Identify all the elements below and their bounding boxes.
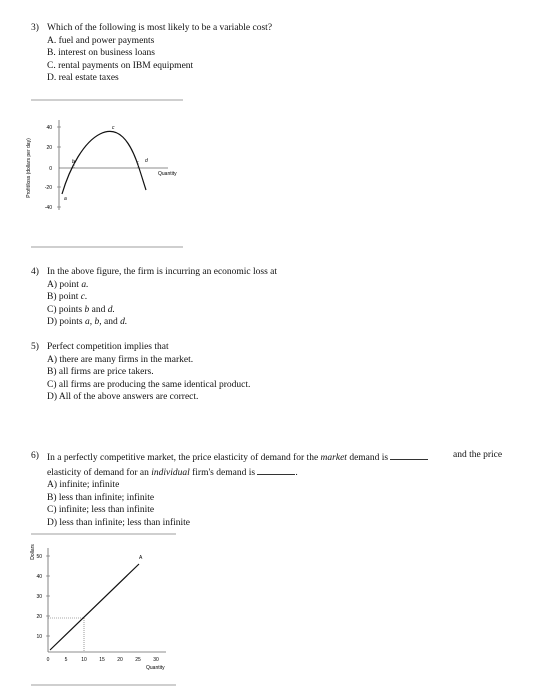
option-a: A) point a. [47, 279, 89, 290]
dollars-quantity-figure [20, 538, 190, 683]
question-stem: In a perfectly competitive market, the price elasticity of demand for the market demand is [47, 450, 531, 465]
y-tick-label-10: 10 [36, 634, 42, 640]
y-tick-0: 0 [49, 166, 52, 172]
question-number: 6) [31, 451, 39, 461]
option-c: C) infinite; less than infinite [47, 505, 155, 516]
divider [31, 99, 183, 101]
option-d: D. real estate taxes [47, 73, 119, 84]
point-a-label: A [139, 555, 143, 561]
point-b-label: b [72, 159, 75, 165]
y-tick-label-50: 50 [36, 554, 42, 560]
point-c-label: c [112, 125, 115, 131]
option-d: D) All of the above answers are correct. [47, 392, 199, 403]
option-a: A) infinite; infinite [47, 480, 120, 491]
x-tick-label-15: 15 [99, 657, 105, 663]
question-stem: Perfect competition implies that [47, 342, 169, 352]
x-tick-label-20: 20 [117, 657, 123, 663]
supply-line [50, 564, 139, 650]
option-b: B) point c. [47, 292, 88, 303]
y-tick-20: 20 [46, 145, 52, 151]
question-stem-continued: and the price [453, 450, 503, 460]
question-number: 4) [31, 267, 39, 277]
point-a-label: a [64, 196, 67, 202]
y-axis-label: Profit/loss (dollars per day) [26, 138, 32, 198]
question-3 [31, 22, 272, 85]
x-axis-label: Quantity [158, 171, 177, 177]
divider [31, 684, 176, 686]
x-axis-label: Quantity [146, 665, 165, 671]
divider [31, 246, 183, 248]
option-b: B) all firms are price takers. [47, 367, 154, 378]
question-number: 3) [31, 23, 39, 33]
option-c: C. rental payments on IBM equipment [47, 60, 194, 71]
question-stem-line2: elasticity of demand for an individual firm's demand is . [47, 465, 531, 480]
x-tick-label-5: 5 [64, 657, 68, 663]
option-b: B. interest on business loans [47, 48, 155, 59]
answer-blank [257, 465, 295, 475]
divider [31, 533, 176, 535]
y-tick-m20: -20 [44, 185, 52, 191]
y-axis-label: Dollars [30, 544, 36, 560]
option-a: A. fuel and power payments [47, 35, 155, 46]
y-tick-m40: -40 [44, 205, 52, 211]
x-tick-label-25: 25 [135, 657, 141, 663]
question-number: 5) [31, 342, 39, 352]
point-d-label: d [145, 158, 148, 164]
answer-blank [390, 450, 428, 460]
option-c: C) all firms are producing the same identical product. [47, 379, 251, 390]
question-stem: In the above figure, the firm is incurring an economic loss at [47, 267, 278, 277]
option-d: D) points a, b, and d. [47, 317, 128, 328]
question-5 [31, 341, 250, 404]
y-tick-label-20: 20 [36, 614, 42, 620]
x-tick-label-30: 30 [153, 657, 159, 663]
question-6 [31, 450, 531, 530]
x-tick-label-0: 0 [46, 657, 50, 663]
option-a: A) there are many firms in the market. [47, 354, 194, 365]
option-d: D) less than infinite; less than infinite [47, 517, 191, 528]
option-c: C) points b and d. [47, 304, 115, 315]
y-tick-label-40: 40 [36, 574, 42, 580]
y-tick-40: 40 [46, 125, 52, 131]
option-b: B) less than infinite; infinite [47, 492, 155, 503]
x-tick-label-10: 10 [81, 657, 87, 663]
y-tick-label-30: 30 [36, 594, 42, 600]
question-4 [31, 266, 277, 329]
question-stem: Which of the following is most likely to be a variable cost? [47, 23, 273, 33]
profit-loss-figure [18, 112, 198, 222]
